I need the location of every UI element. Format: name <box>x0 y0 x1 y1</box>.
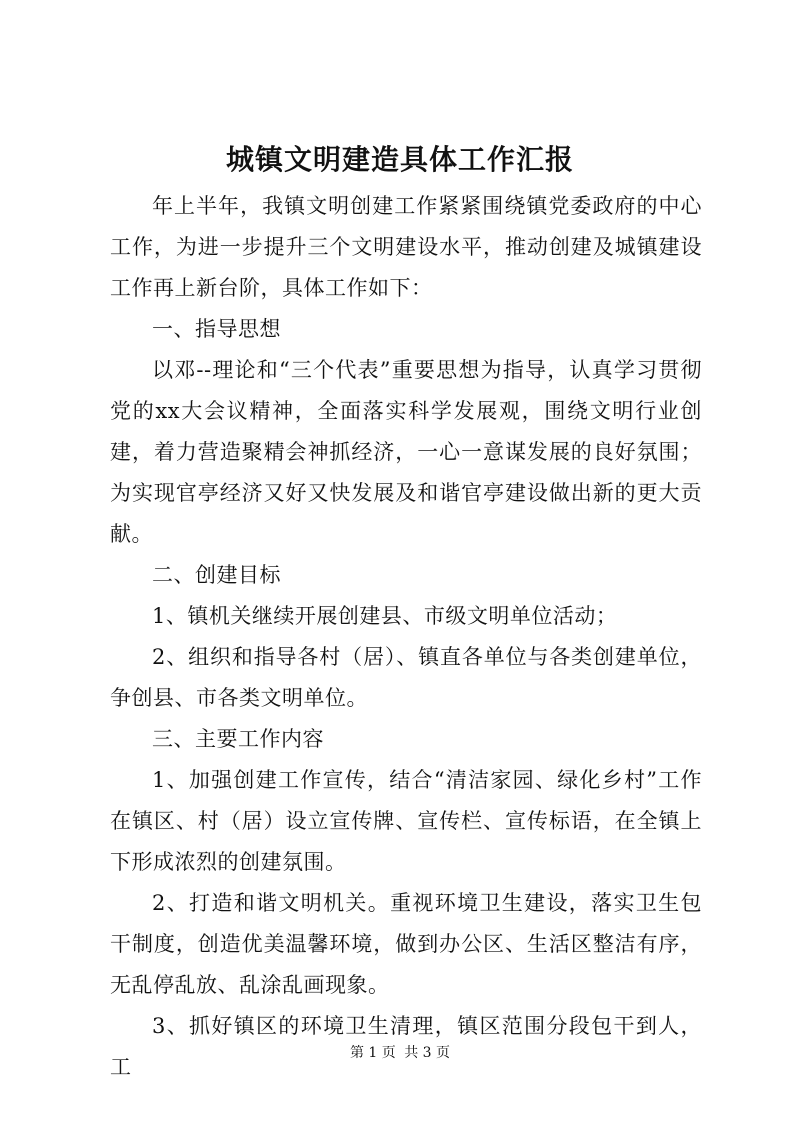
list-item-work-3: 3、抓好镇区的环境卫生清理，镇区范围分段包干到人，工 <box>110 1014 702 1079</box>
section-heading-guiding-ideology: 一、指导思想 <box>152 317 281 341</box>
paragraph-intro: 年上半年，我镇文明创建工作紧紧围绕镇党委政府的中心工作，为进一步提升三个文明建设水平，推动创建及城镇建设工作再上新台阶，具体工作如下： <box>110 194 702 300</box>
page-total: 共 3 页 <box>404 1045 451 1061</box>
section-heading-main-work: 三、主要工作内容 <box>152 727 324 751</box>
page-footer <box>0 1043 800 1063</box>
document-title: 城镇文明建造具体工作汇报 <box>225 143 574 176</box>
list-item-goal-2: 2、组织和指导各村（居）、镇直各单位与各类创建单位，争创县、市各类文明单位。 <box>110 645 702 710</box>
list-item-work-2: 2、打造和谐文明机关。重视环境卫生建设，落实卫生包干制度，创造优美温馨环境，做到办公区、生活区整洁有序，无乱停乱放、乱涂乱画现象。 <box>110 891 702 997</box>
list-item-work-1: 1、加强创建工作宣传，结合“清洁家园、绿化乡村”工作在镇区、村（居）设立宣传牌、宣传栏、宣传标语，在全镇上下形成浓烈的创建氛围。 <box>110 768 702 874</box>
paragraph-guiding-ideology: 以邓--理论和“三个代表”重要思想为指导，认真学习贯彻党的xx大会议精神，全面落实科学发展观，围绕文明行业创建，着力营造聚精会神抓经济，一心一意谋发展的良好氛围；为实现官亭经济又好又快发展及和谐官亭建设做出新的更大贡献。 <box>110 358 702 546</box>
document-body <box>110 186 702 1088</box>
list-item-goal-1: 1、镇机关继续开展创建县、市级文明单位活动； <box>152 604 618 628</box>
page-number: 第 1 页 <box>349 1045 396 1061</box>
section-heading-goals: 二、创建目标 <box>152 563 281 587</box>
